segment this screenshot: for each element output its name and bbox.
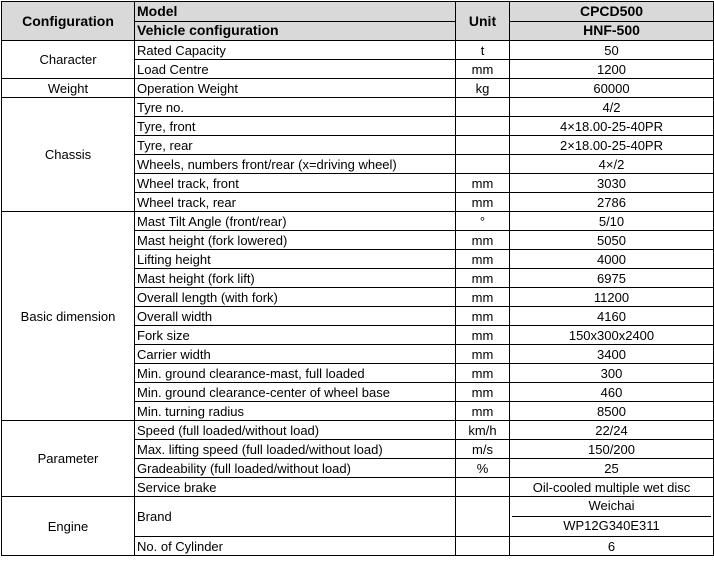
header-model-value: CPCD500 <box>510 2 714 22</box>
value-cell: 4×/2 <box>510 155 714 174</box>
group-parameter: Parameter <box>2 421 135 497</box>
item-label: Tyre no. <box>135 98 456 117</box>
unit-cell: mm <box>456 364 510 383</box>
unit-cell: mm <box>456 307 510 326</box>
unit-cell <box>456 537 510 556</box>
item-label: Gradeability (full loaded/without load) <box>135 459 456 478</box>
unit-cell: mm <box>456 326 510 345</box>
unit-cell: km/h <box>456 421 510 440</box>
header-unit: Unit <box>456 2 510 41</box>
item-label: No. of Cylinder <box>135 537 456 556</box>
unit-cell <box>456 136 510 155</box>
item-label: Mast height (fork lift) <box>135 269 456 288</box>
item-label: Min. ground clearance-center of wheel base <box>135 383 456 402</box>
group-basic-dimension: Basic dimension <box>2 212 135 421</box>
table-row <box>2 98 714 117</box>
item-label: Speed (full loaded/without load) <box>135 421 456 440</box>
table-row <box>2 497 714 537</box>
value-cell: 60000 <box>510 79 714 98</box>
brand-value-line-2: WP12G340E311 <box>512 516 711 536</box>
unit-cell: mm <box>456 269 510 288</box>
item-label: Fork size <box>135 326 456 345</box>
item-label: Wheel track, rear <box>135 193 456 212</box>
item-label: Carrier width <box>135 345 456 364</box>
group-character: Character <box>2 41 135 79</box>
value-cell: 25 <box>510 459 714 478</box>
value-cell: Oil-cooled multiple wet disc <box>510 478 714 497</box>
value-cell: 4000 <box>510 250 714 269</box>
value-cell: 4/2 <box>510 98 714 117</box>
value-cell: 22/24 <box>510 421 714 440</box>
group-chassis: Chassis <box>2 98 135 212</box>
table-row <box>2 212 714 231</box>
unit-cell <box>456 117 510 136</box>
unit-cell <box>456 478 510 497</box>
group-engine: Engine <box>2 497 135 556</box>
unit-cell <box>456 497 510 537</box>
value-cell: 460 <box>510 383 714 402</box>
unit-cell: t <box>456 41 510 60</box>
item-label: Lifting height <box>135 250 456 269</box>
header-vehicle-configuration-label: Vehicle configuration <box>135 21 456 41</box>
value-cell: 11200 <box>510 288 714 307</box>
value-cell: 8500 <box>510 402 714 421</box>
table-row <box>2 41 714 60</box>
value-cell: 6975 <box>510 269 714 288</box>
unit-cell: mm <box>456 174 510 193</box>
specification-table <box>1 1 714 556</box>
unit-cell: mm <box>456 60 510 79</box>
item-label: Service brake <box>135 478 456 497</box>
header-model-label: Model <box>135 2 456 22</box>
value-cell: 4160 <box>510 307 714 326</box>
item-label: Overall width <box>135 307 456 326</box>
item-label: Overall length (with fork) <box>135 288 456 307</box>
item-label: Tyre, rear <box>135 136 456 155</box>
table-row <box>2 421 714 440</box>
value-cell: 300 <box>510 364 714 383</box>
unit-cell: mm <box>456 383 510 402</box>
value-cell: 50 <box>510 41 714 60</box>
value-cell: 3030 <box>510 174 714 193</box>
unit-cell <box>456 155 510 174</box>
value-cell: 5050 <box>510 231 714 250</box>
item-label: Min. ground clearance-mast, full loaded <box>135 364 456 383</box>
unit-cell: kg <box>456 79 510 98</box>
value-cell: 3400 <box>510 345 714 364</box>
brand-value-line-1: Weichai <box>588 498 635 513</box>
unit-cell: % <box>456 459 510 478</box>
item-label: Wheels, numbers front/rear (x=driving wheel) <box>135 155 456 174</box>
item-label: Mast Tilt Angle (front/rear) <box>135 212 456 231</box>
value-cell: 1200 <box>510 60 714 79</box>
item-label: Load Centre <box>135 60 456 79</box>
item-label: Brand <box>135 497 456 537</box>
value-cell: 150x300x2400 <box>510 326 714 345</box>
header-vehicle-configuration-value: HNF-500 <box>510 21 714 41</box>
item-label: Tyre, front <box>135 117 456 136</box>
item-label: Wheel track, front <box>135 174 456 193</box>
unit-cell: ° <box>456 212 510 231</box>
table-row <box>2 79 714 98</box>
header-row-model <box>2 2 714 22</box>
value-cell: 5/10 <box>510 212 714 231</box>
unit-cell: mm <box>456 345 510 364</box>
unit-cell: mm <box>456 193 510 212</box>
group-weight: Weight <box>2 79 135 98</box>
value-cell: 2786 <box>510 193 714 212</box>
item-label: Operation Weight <box>135 79 456 98</box>
header-configuration: Configuration <box>2 2 135 41</box>
value-cell: 150/200 <box>510 440 714 459</box>
value-cell-brand <box>510 497 714 537</box>
item-label: Max. lifting speed (full loaded/without load) <box>135 440 456 459</box>
value-cell: 6 <box>510 537 714 556</box>
unit-cell: m/s <box>456 440 510 459</box>
unit-cell: mm <box>456 288 510 307</box>
item-label: Min. turning radius <box>135 402 456 421</box>
unit-cell: mm <box>456 231 510 250</box>
value-cell: 2×18.00-25-40PR <box>510 136 714 155</box>
unit-cell <box>456 98 510 117</box>
unit-cell: mm <box>456 402 510 421</box>
item-label: Mast height (fork lowered) <box>135 231 456 250</box>
unit-cell: mm <box>456 250 510 269</box>
item-label: Rated Capacity <box>135 41 456 60</box>
value-cell: 4×18.00-25-40PR <box>510 117 714 136</box>
